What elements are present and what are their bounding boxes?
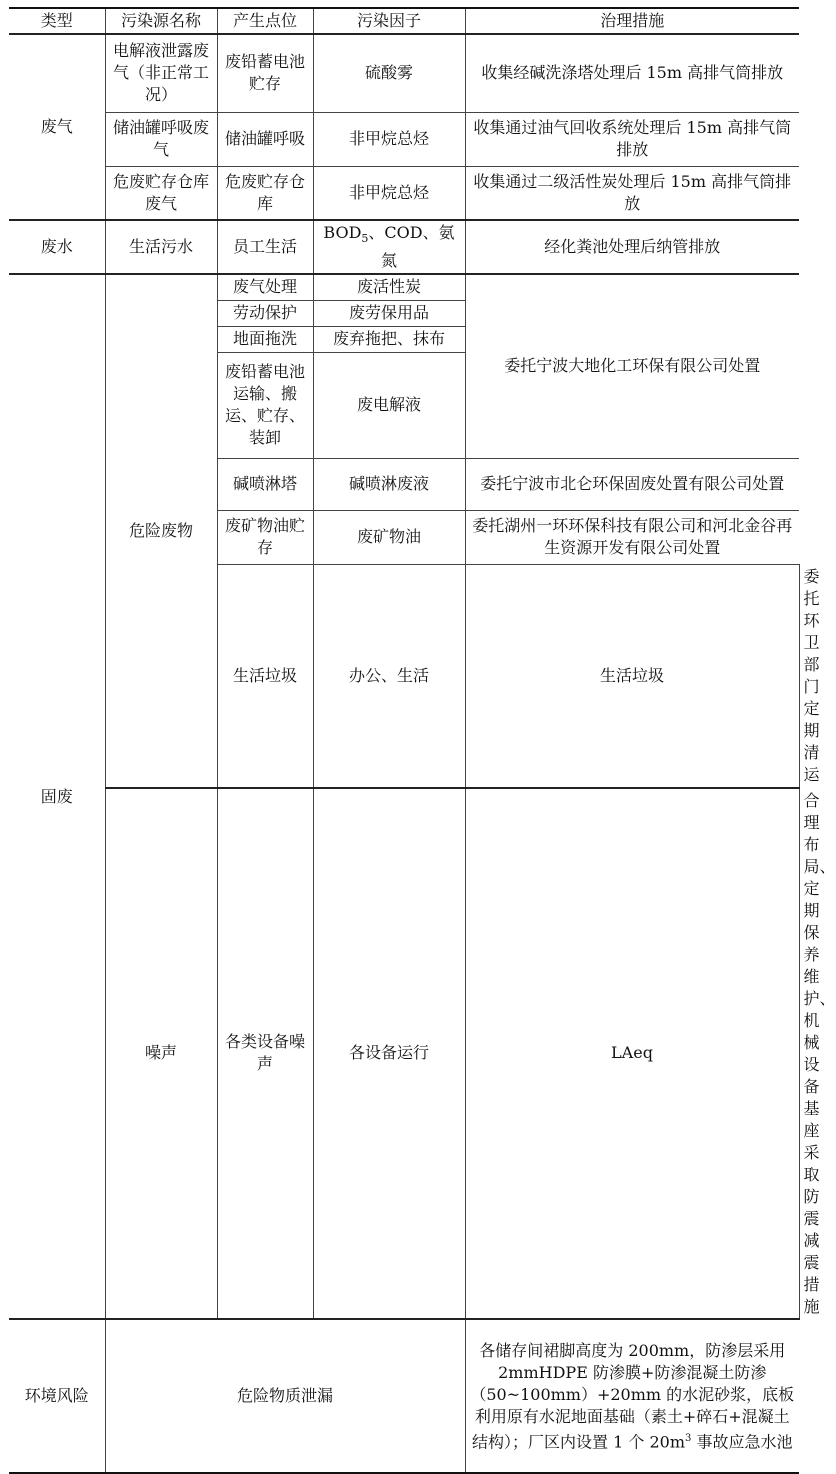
table-row xyxy=(9,34,799,112)
location-cell: 各设备运行 xyxy=(313,788,465,1320)
category-cell: 环境风险 xyxy=(9,1319,105,1473)
measure-cell: 收集经碱洗涤塔处理后 15m 高排气筒排放 xyxy=(465,34,799,112)
factor-subscript: 5 xyxy=(361,232,369,246)
location-cell: 储油罐呼吸 xyxy=(217,112,313,166)
factor-cell: 废矿物油 xyxy=(313,510,465,564)
location-cell: 员工生活 xyxy=(217,220,313,274)
location-cell: 地面拖洗 xyxy=(217,326,313,352)
measure-cell: 经化粪池处理后纳管排放 xyxy=(465,220,799,274)
category-cell: 固废 xyxy=(9,274,105,1319)
measure-text-a: 各储存间裙脚高度为 200mm，防渗层采用 2mmHDPE 防渗膜+防渗混凝土防渗（50~100mm）+20mm 的水泥砂浆，底板利用原有水泥地面基础（素土+碎石+混凝土结构）；厂区内设置 1 个 20m xyxy=(470,1340,795,1451)
table-row xyxy=(9,1319,799,1473)
location-cell: 废铅蓄电池运输、搬运、贮存、装卸 xyxy=(217,352,313,458)
factor-prefix: BOD xyxy=(323,223,362,242)
table-row xyxy=(9,220,799,274)
table-row xyxy=(9,274,799,300)
location-cell: 废铅蓄电池贮存 xyxy=(217,34,313,112)
location-cell: 碱喷淋塔 xyxy=(217,458,313,510)
risk-content-cell: 危险物质泄漏 xyxy=(105,1319,465,1473)
table-row xyxy=(9,166,799,220)
source-cell: 危险废物 xyxy=(105,274,217,788)
header-location: 产生点位 xyxy=(217,8,313,34)
measure-cell: 委托湖州一环环保科技有限公司和河北金谷再生资源开发有限公司处置 xyxy=(465,510,799,564)
source-cell: 生活污水 xyxy=(105,220,217,274)
measure-cell: 委托宁波大地化工环保有限公司处置 xyxy=(465,274,799,458)
pollution-control-table xyxy=(9,7,836,1474)
source-cell: 电解液泄露废气（非正常工况） xyxy=(105,34,217,112)
measure-cell xyxy=(465,1319,799,1473)
measure-cell: 收集通过二级活性炭处理后 15m 高排气筒排放 xyxy=(465,166,799,220)
source-cell: 储油罐呼吸废气 xyxy=(105,112,217,166)
factor-cell: 硫酸雾 xyxy=(313,34,465,112)
table-row: 噪声 各类设备噪声 各设备运行 LAeq 合理布局、定期保养维护、机械设备基座采取防震减震措施 xyxy=(9,788,799,1320)
header-source: 污染源名称 xyxy=(105,8,217,34)
source-cell: 各类设备噪声 xyxy=(217,788,313,1320)
measure-superscript: 3 xyxy=(685,1432,692,1444)
header-measure: 治理措施 xyxy=(465,8,799,34)
factor-suffix: 、COD、氨氮 xyxy=(368,223,455,271)
location-cell: 废矿物油贮存 xyxy=(217,510,313,564)
factor-cell: LAeq xyxy=(465,788,799,1320)
factor-cell: 废劳保用品 xyxy=(313,300,465,326)
location-cell: 危废贮存仓库 xyxy=(217,166,313,220)
factor-cell: 废弃拖把、抹布 xyxy=(313,326,465,352)
factor-cell: 废电解液 xyxy=(313,352,465,458)
factor-cell xyxy=(313,220,465,274)
header-type: 类型 xyxy=(9,8,105,34)
table-row: 生活垃圾 办公、生活 生活垃圾 委托环卫部门定期清运 xyxy=(9,564,799,788)
location-cell: 废气处理 xyxy=(217,274,313,300)
factor-cell: 非甲烷总烃 xyxy=(313,166,465,220)
source-cell: 危废贮存仓库废气 xyxy=(105,166,217,220)
category-cell: 废气 xyxy=(9,34,105,220)
category-cell: 噪声 xyxy=(105,788,217,1320)
measure-text-b: 事故应急水池 xyxy=(691,1431,793,1451)
factor-cell: 生活垃圾 xyxy=(465,564,799,788)
location-cell: 办公、生活 xyxy=(313,564,465,788)
factor-cell: 非甲烷总烃 xyxy=(313,112,465,166)
header-row xyxy=(9,8,799,34)
factor-cell: 碱喷淋废液 xyxy=(313,458,465,510)
factor-cell: 废活性炭 xyxy=(313,274,465,300)
measure-cell: 收集通过油气回收系统处理后 15m 高排气筒排放 xyxy=(465,112,799,166)
category-cell: 废水 xyxy=(9,220,105,274)
source-cell: 生活垃圾 xyxy=(217,564,313,788)
measure-cell: 委托宁波市北仑环保固废处置有限公司处置 xyxy=(465,458,799,510)
header-factor: 污染因子 xyxy=(313,8,465,34)
table-row xyxy=(9,112,799,166)
location-cell: 劳动保护 xyxy=(217,300,313,326)
